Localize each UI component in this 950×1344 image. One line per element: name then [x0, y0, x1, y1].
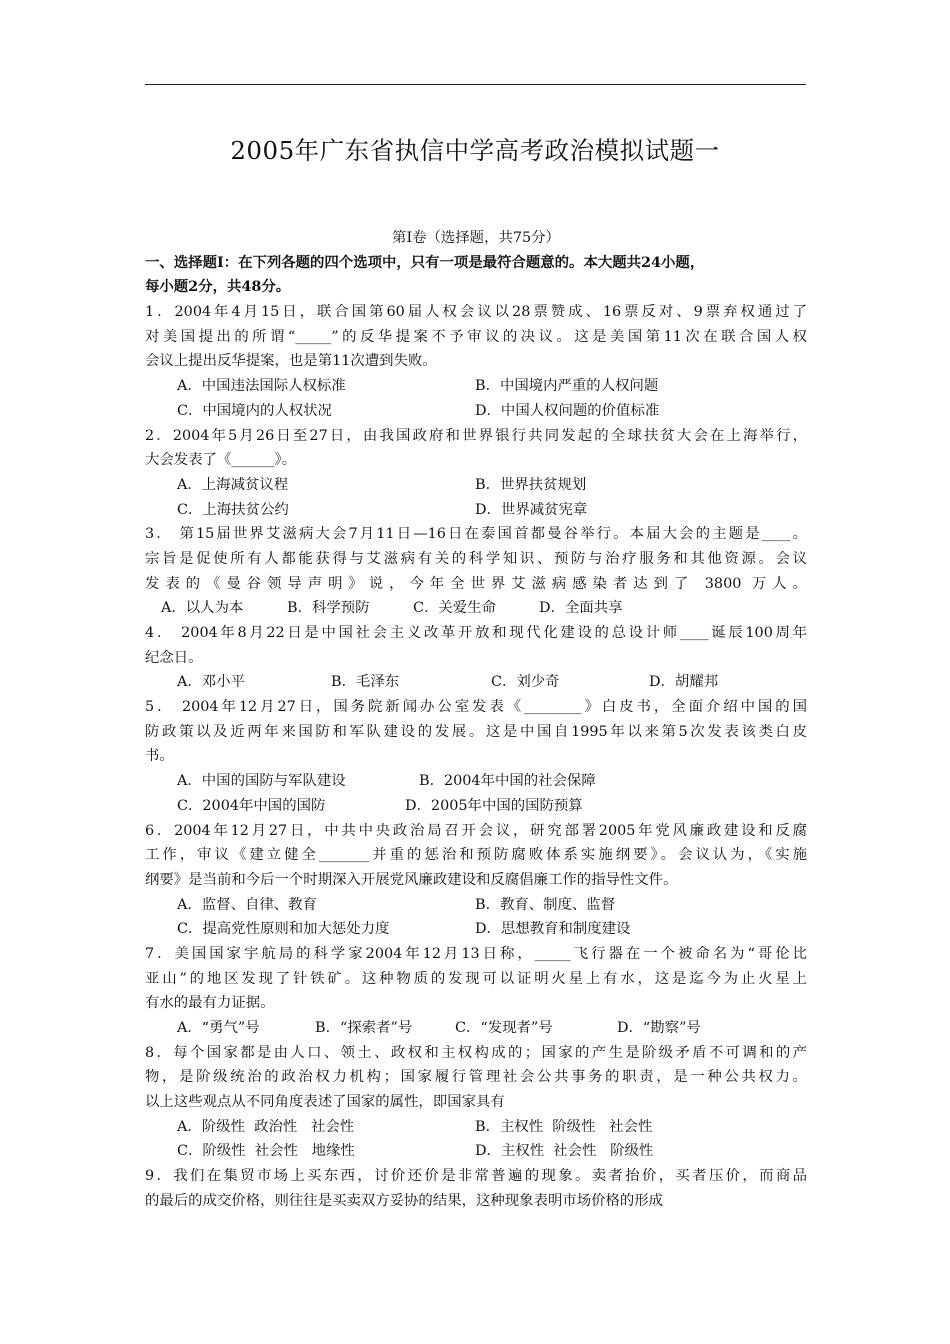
option-d[interactable]: D．中国人权问题的价值标准 — [475, 402, 660, 419]
question-stem: 工作，审议《建立健全_______并重的惩治和预防腐败体系实施纲要》。会议认为，《实施 — [145, 847, 807, 864]
option-d[interactable]: D．主权性 社会性 阶级性 — [475, 1143, 654, 1160]
question-stem: 6．2004年12月27日，中共中央政治局召开会议，研究部署2005年党风廉政建设和反腐 — [145, 822, 807, 839]
option-b[interactable]: B．2004年中国的社会保障 — [419, 773, 596, 790]
option-a[interactable]: A．阶级性 政治性 社会性 — [177, 1118, 355, 1135]
option-c[interactable]: C．中国境内的人权状况 — [177, 402, 332, 419]
question-stem: 防政策以及近两年来国防和军队建设的发展。这是中国自1995年以来第5次发表该类白皮 — [145, 723, 807, 740]
option-b[interactable]: B．毛泽东 — [331, 674, 400, 691]
option-d[interactable]: D．2005年中国的国防预算 — [405, 797, 583, 814]
option-a[interactable]: A．以人为本 — [161, 600, 244, 617]
option-c[interactable]: C．上海扶贫公约 — [177, 501, 289, 518]
question-5 — [145, 695, 807, 818]
option-d[interactable]: D．世界减贫宪章 — [475, 501, 588, 518]
question-stem: 1．2004年4月15日，联合国第60届人权会议以28票赞成、16票反对、9票弃权通过了 — [145, 304, 807, 321]
question-stem: 3． 第15届世界艾滋病大会7月11日—16日在泰国首都曼谷举行。本届大会的主题是____。 — [145, 526, 807, 543]
question-stem: 7．美国国家宇航局的科学家2004年12月13日称，_____飞行器在一个被命名为“哥伦比 — [145, 945, 807, 962]
question-stem: 4． 2004年8月22日是中国社会主义改革开放和现代化建设的总设计师____诞辰100周年 — [145, 625, 807, 641]
option-row — [145, 1115, 807, 1140]
option-d[interactable]: D．胡耀邦 — [649, 674, 719, 691]
option-row — [145, 374, 807, 399]
option-b[interactable]: B．世界扶贫规划 — [475, 476, 587, 493]
question-stem: 对美国提出的所谓“_____”的反华提案不予审议的决议。这是美国第11次在联合国人权 — [145, 328, 807, 345]
option-row — [145, 473, 807, 498]
option-row — [145, 1139, 807, 1164]
option-row — [145, 670, 807, 695]
option-c[interactable]: C．刘少奇 — [491, 674, 560, 691]
option-d[interactable]: D．“勘察”号 — [617, 1020, 701, 1036]
option-row — [145, 794, 807, 819]
question-stem: 的最后的成交价格，则往往是买卖双方妥协的结果，这种现象表明市场价格的形成 — [145, 1192, 664, 1209]
question-8 — [145, 1041, 807, 1164]
option-c[interactable]: C．关爱生命 — [413, 600, 496, 617]
option-row — [145, 917, 807, 942]
option-a[interactable]: A．邓小平 — [177, 674, 245, 691]
option-b[interactable]: B．教育、制度、监督 — [475, 896, 616, 913]
option-c[interactable]: C．“发现者”号 — [455, 1020, 553, 1036]
instructions-line: 每小题2分，共48分。 — [145, 278, 291, 296]
question-stem: 书。 — [145, 748, 174, 765]
option-a[interactable]: A．中国的国防与军队建设 — [177, 773, 346, 790]
question-stem: 大会发表了《______》。 — [145, 452, 297, 469]
option-row — [145, 1016, 807, 1041]
option-b[interactable]: B．“探索者”号 — [315, 1020, 413, 1036]
question-stem: 2．2004年5月26日至27日，由我国政府和世界银行共同发起的全球扶贫大会在上海举行， — [145, 427, 807, 444]
header-rule — [145, 84, 806, 85]
question-4 — [145, 621, 807, 695]
option-row — [145, 596, 807, 621]
option-a[interactable]: A．中国违法国际人权标准 — [177, 378, 346, 395]
option-c[interactable]: C．2004年中国的国防 — [177, 797, 326, 814]
question-stem: 宗旨是促使所有人都能获得与艾滋病有关的科学知识、预防与治疗服务和其他资源。会议 — [145, 550, 807, 567]
option-b[interactable]: B．中国境内严重的人权问题 — [475, 378, 659, 395]
option-d[interactable]: D．思想教育和制度建设 — [475, 921, 631, 938]
question-9 — [145, 1164, 807, 1213]
option-row — [145, 893, 807, 918]
question-stem: 会议上提出反华提案，也是第11次遭到失败。 — [145, 353, 437, 370]
question-stem: 9．我们在集贸市场上买东西，讨价还价是非常普遍的现象。卖者抬价，买者压价，而商品 — [145, 1168, 807, 1185]
option-a[interactable]: A．上海减贫议程 — [177, 476, 289, 493]
question-stem: 物，是阶级统治的政治权力机构；国家履行管理社会公共事务的职责，是一种公共权力。 — [145, 1069, 807, 1086]
question-2 — [145, 424, 807, 523]
option-c[interactable]: C．提高党性原则和加大惩处力度 — [177, 921, 390, 938]
document-body — [145, 226, 807, 1214]
option-a[interactable]: A．监督、自律、教育 — [177, 896, 317, 913]
option-row — [145, 498, 807, 523]
question-3 — [145, 522, 807, 621]
question-stem: 8．每个国家都是由人口、领土、政权和主权构成的；国家的产生是阶级矛盾不可调和的产 — [145, 1044, 807, 1061]
option-c[interactable]: C．阶级性 社会性 地缘性 — [177, 1143, 355, 1160]
option-b[interactable]: B．科学预防 — [287, 600, 370, 617]
question-stem: 亚山”的地区发现了针铁矿。这种物质的发现可以证明火星上有水，这是迄今为止火星上 — [145, 970, 807, 987]
question-stem: 纪念日。 — [145, 649, 203, 666]
option-row — [145, 399, 807, 424]
question-6 — [145, 819, 807, 942]
question-stem: 纲要》是当前和今后一个时期深入开展党风廉政建设和反腐倡廉工作的指导性文件。 — [145, 871, 678, 888]
option-a[interactable]: A．“勇气”号 — [177, 1020, 260, 1036]
option-b[interactable]: B．主权性 阶级性 社会性 — [475, 1118, 653, 1135]
question-stem: 5． 2004年12月27日，国务院新闻办公室发表《________》白皮书，全面介绍中国的国 — [145, 699, 807, 716]
question-stem: 有水的最有力证据。 — [145, 995, 275, 1012]
instructions-line: 一、选择题Ⅰ：在下列各题的四个选项中，只有一项是最符合题意的。本大题共24小题， — [145, 253, 705, 271]
question-7 — [145, 942, 807, 1041]
option-d[interactable]: D．全面共享 — [539, 600, 623, 617]
question-stem: 以上这些观点从不同角度表述了国家的属性，即国家具有 — [145, 1094, 505, 1111]
page-title: 2005年广东省执信中学高考政治模拟试题一 — [230, 136, 720, 165]
question-stem: 发表的《曼谷领导声明》说，今年全世界艾滋病感染者达到了 3800 万人。 — [145, 575, 807, 592]
section-header: 第Ⅰ卷（选择题，共75分） — [392, 230, 560, 246]
option-row — [145, 769, 807, 794]
question-1 — [145, 300, 807, 423]
